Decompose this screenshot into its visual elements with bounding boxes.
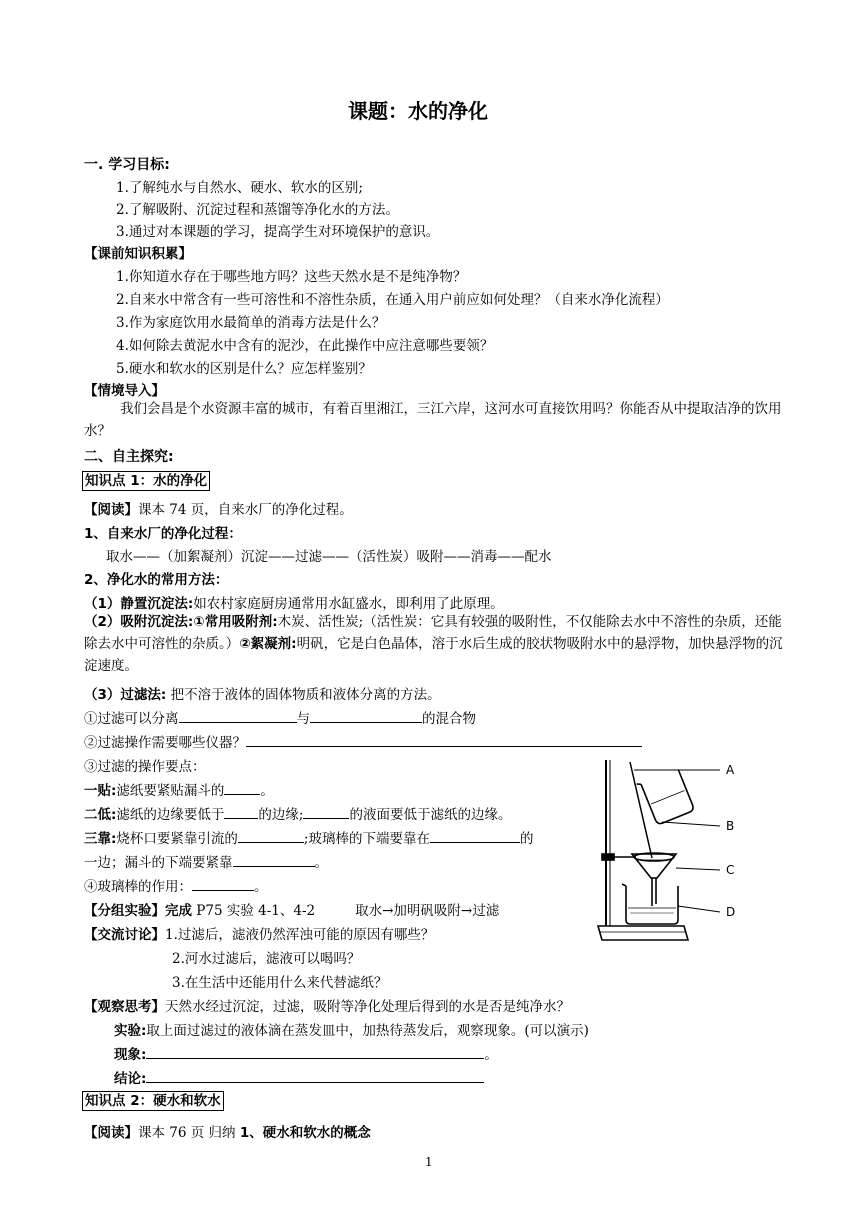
figure-label-a: A [726,763,735,777]
intro-text: 我们会昌是个水资源丰富的城市，有着百里湘江，三江六岸，这河水可直接饮用吗？你能否从中提取洁净的饮用水？ [84,401,782,439]
page-number: 1 [425,1155,433,1169]
experiment: 实验:取上面过滤过的液体滴在蒸发皿中，加热待蒸发后，观察现象。(可以演示) [114,1023,589,1039]
read-2: 【阅读】课本 76 页 归纳 1、硬水和软水的概念 [84,1125,371,1141]
pre-item: 3.作为家庭饮用水最简单的消毒方法是什么？ [116,315,386,331]
intro-heading: 【情境导入】 [84,383,165,399]
rule-two-low: 二低:滤纸的边缘要低于 的边缘; 的液面要低于滤纸的边缘。 [84,807,512,823]
section-1-heading: 1、自来水厂的净化过程： [84,526,242,542]
group-experiment: 【分组实验】完成 P75 实验 4-1、4-2 取水→加明矾吸附→过滤 [84,903,500,919]
filter-q3: ③过滤的操作要点： [84,759,206,775]
figure-label-b: B [726,819,735,833]
explore-heading: 二、自主探究: [84,449,174,465]
goals-heading: 一. 学习目标: [84,157,170,173]
pre-item: 4.如何除去黄泥水中含有的泥沙，在此操作中应注意哪些要领？ [116,338,494,354]
filter-q4: ④玻璃棒的作用： 。 [84,879,268,895]
discussion: 【交流讨论】1.过滤后，滤液仍然浑浊可能的原因有哪些？ [84,927,435,943]
filtration-apparatus-figure [592,758,742,953]
method-1: （1）静置沉淀法:如农村家庭厨房通常用水缸盛水，即利用了此原理。 [84,596,504,612]
rule-one-stick: 一贴:滤纸要紧贴漏斗的 。 [84,783,274,799]
pre-item: 2.自来水中常含有一些可溶性和不溶性杂质，在通入用户前应如何处理？（自来水净化流程） [116,292,669,308]
figure-label-c: C [726,863,735,877]
observe-think: 【观察思考】天然水经过沉淀，过滤，吸附等净化处理后得到的水是否是纯净水？ [84,999,570,1015]
method-2: （2）吸附沉淀法:①常用吸附剂:木炭、活性炭;（活性炭：它具有较强的吸附性，不仅能除去水中不溶性的杂质，还能除去水中可溶性的杂质。）②絮凝剂:明矾，它是白色晶体，溶于水后生成的胶状物吸附水中的悬浮物，加快悬浮物的沉淀速度。 [84,614,783,674]
rule-three-lean: 三靠:烧杯口要紧靠引流的 ;玻璃棒的下端要靠在 的 [84,831,534,847]
discussion-item: 2.河水过滤后，滤液可以喝吗？ [172,951,361,967]
phenomenon: 现象: 。 [114,1047,498,1063]
read-1: 【阅读】课本 74 页，自来水厂的净化过程。 [84,502,353,518]
pre-heading: 【课前知识积累】 [84,246,192,262]
pre-item: 5.硬水和软水的区别是什么？应怎样鉴别？ [116,361,372,377]
discussion-item: 3.在生活中还能用什么来代替滤纸？ [172,975,388,991]
conclusion: 结论: [114,1067,484,1087]
section-2-heading: 2、净化水的常用方法： [84,572,229,588]
figure-label-d: D [726,905,736,919]
filter-q1: ①过滤可以分离 与 的混合物 [84,711,476,727]
method-3: （3）过滤法: 把不溶于液体的固体物质和液体分离的方法。 [84,687,441,703]
goal-item: 3.通过对本课题的学习，提高学生对环境保护的意识。 [116,224,440,240]
knowledge-point-2: 知识点 2：硬水和软水 [82,1091,224,1111]
page-title: 课题：水的净化 [348,99,488,123]
goal-item: 2.了解吸附、沉淀过程和蒸馏等净化水的方法。 [116,202,399,218]
section-1-flow: 取水——（加絮凝剂）沉淀——过滤——（活性炭）吸附——消毒——配水 [106,549,552,565]
goal-item: 1.了解纯水与自然水、硬水、软水的区别; [116,180,363,196]
pre-item: 1.你知道水存在于哪些地方吗？这些天然水是不是纯净物？ [116,269,467,285]
knowledge-point-1: 知识点 1：水的净化 [82,471,210,491]
rule-three-lean-cont: 一边；漏斗的下端要紧靠 。 [84,855,328,871]
filter-q2: ②过滤操作需要哪些仪器？ [84,731,642,751]
